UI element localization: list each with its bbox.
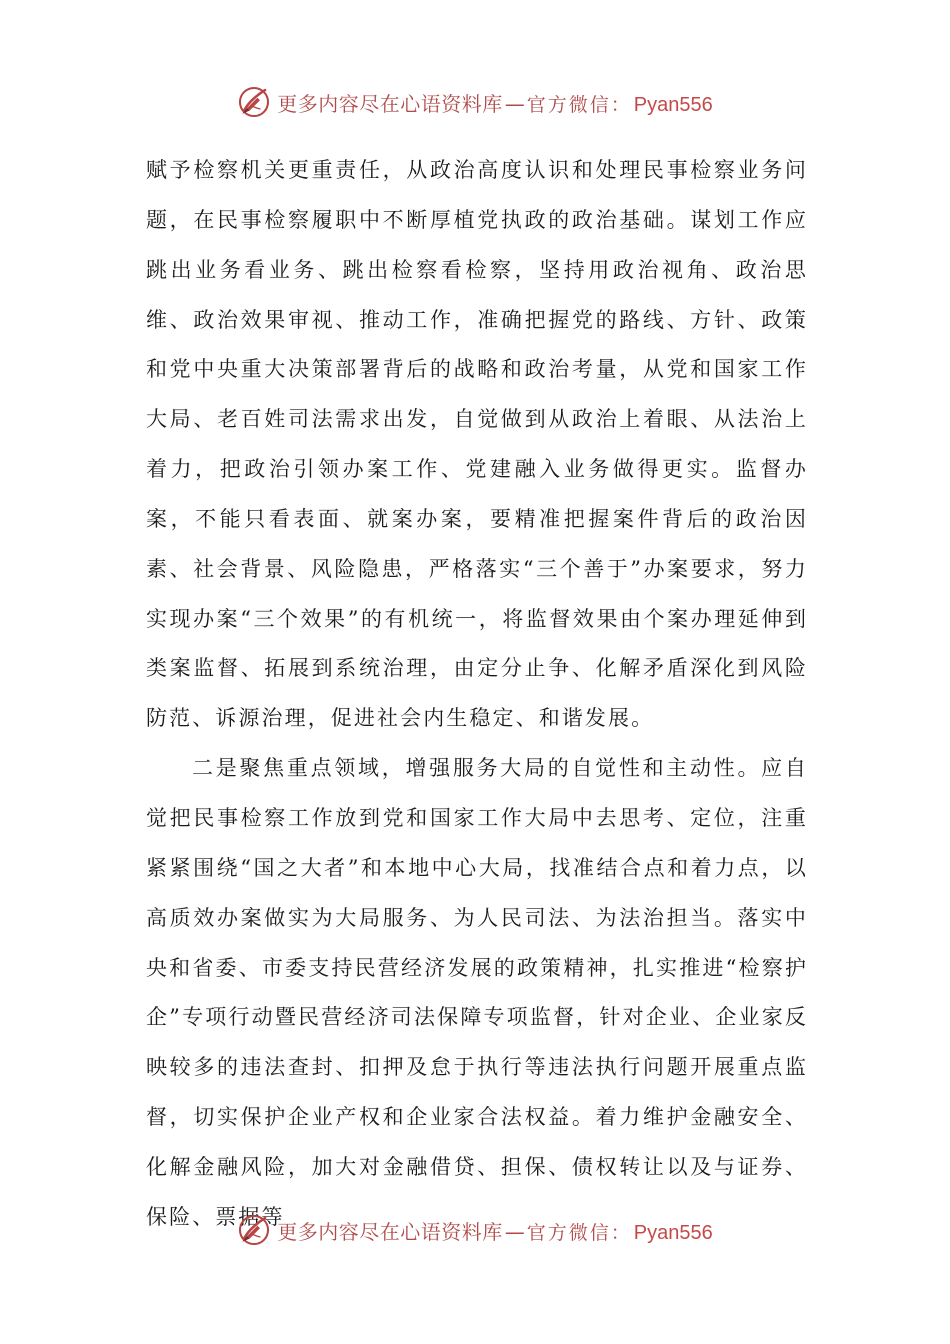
paragraph-2: 二是聚焦重点领域，增强服务大局的自觉性和主动性。应自觉把民事检察工作放到党和国家工作大局中去思考、定位，注重紧紧围绕“国之大者”和本地中心大局，找准结合点和着力点，以高质效办案做实为大局服务、为人民司法、为法治担当。落实中央和省委、市委支持民营经济发展的政策精神，扎实推进“检察护企”专项行动暨民营经济司法保障专项监督，针对企业、企业家反映较多的违法查封、扣押及怠于执行等违法执行问题开展重点监督，切实保护企业产权和企业家合法权益。着力维护金融安全、化解金融风险，加大对金融借贷、担保、债权转让以及与证券、保险、票据等 (146, 756, 808, 1229)
header-banner-text (277, 88, 712, 117)
footer-banner-main: 更多内容尽在心语资料库 (277, 1219, 503, 1244)
footer-banner-text (277, 1216, 712, 1245)
paragraph-1: 赋予检察机关更重责任，从政治高度认识和处理民事检察业务问题，在民事检察履职中不断厚植党执政的政治基础。谋划工作应跳出业务看业务、跳出检察看检察，坚持用政治视角、政治思维、政治效果审视、推动工作，准确把握党的路线、方针、政策和党中央重大决策部署背后的战略和政治考量，从党和国家工作大局、老百姓司法需求出发，自觉做到从政治上着眼、从法治上着力，把政治引领办案工作、党建融入业务做得更实。监督办案，不能只看表面、就案办案，要精准把握案件背后的政治因素、社会背景、风险隐患，严格落实“三个善于”办案要求，努力实现办案“三个效果”的有机统一，将监督效果由个案办理延伸到类案监督、拓展到系统治理，由定分止争、化解矛盾深化到风险防范、诉源治理，促进社会内生稳定、和谐发展。 (146, 158, 808, 731)
header-banner-dash: — (504, 91, 525, 116)
footer-banner-id: Pyan556 (633, 1221, 713, 1244)
header-banner-wechat: 官方微信： (526, 93, 632, 116)
quill-logo-icon (237, 1213, 271, 1247)
header-banner (0, 80, 950, 124)
footer-banner (0, 1208, 950, 1252)
header-banner-id: Pyan556 (633, 93, 713, 116)
footer-banner-wechat: 官方微信： (526, 1221, 632, 1244)
quill-logo-icon (237, 85, 271, 119)
document-body (146, 146, 808, 1243)
header-banner-main: 更多内容尽在心语资料库 (277, 91, 503, 116)
footer-banner-dash: — (504, 1219, 525, 1244)
